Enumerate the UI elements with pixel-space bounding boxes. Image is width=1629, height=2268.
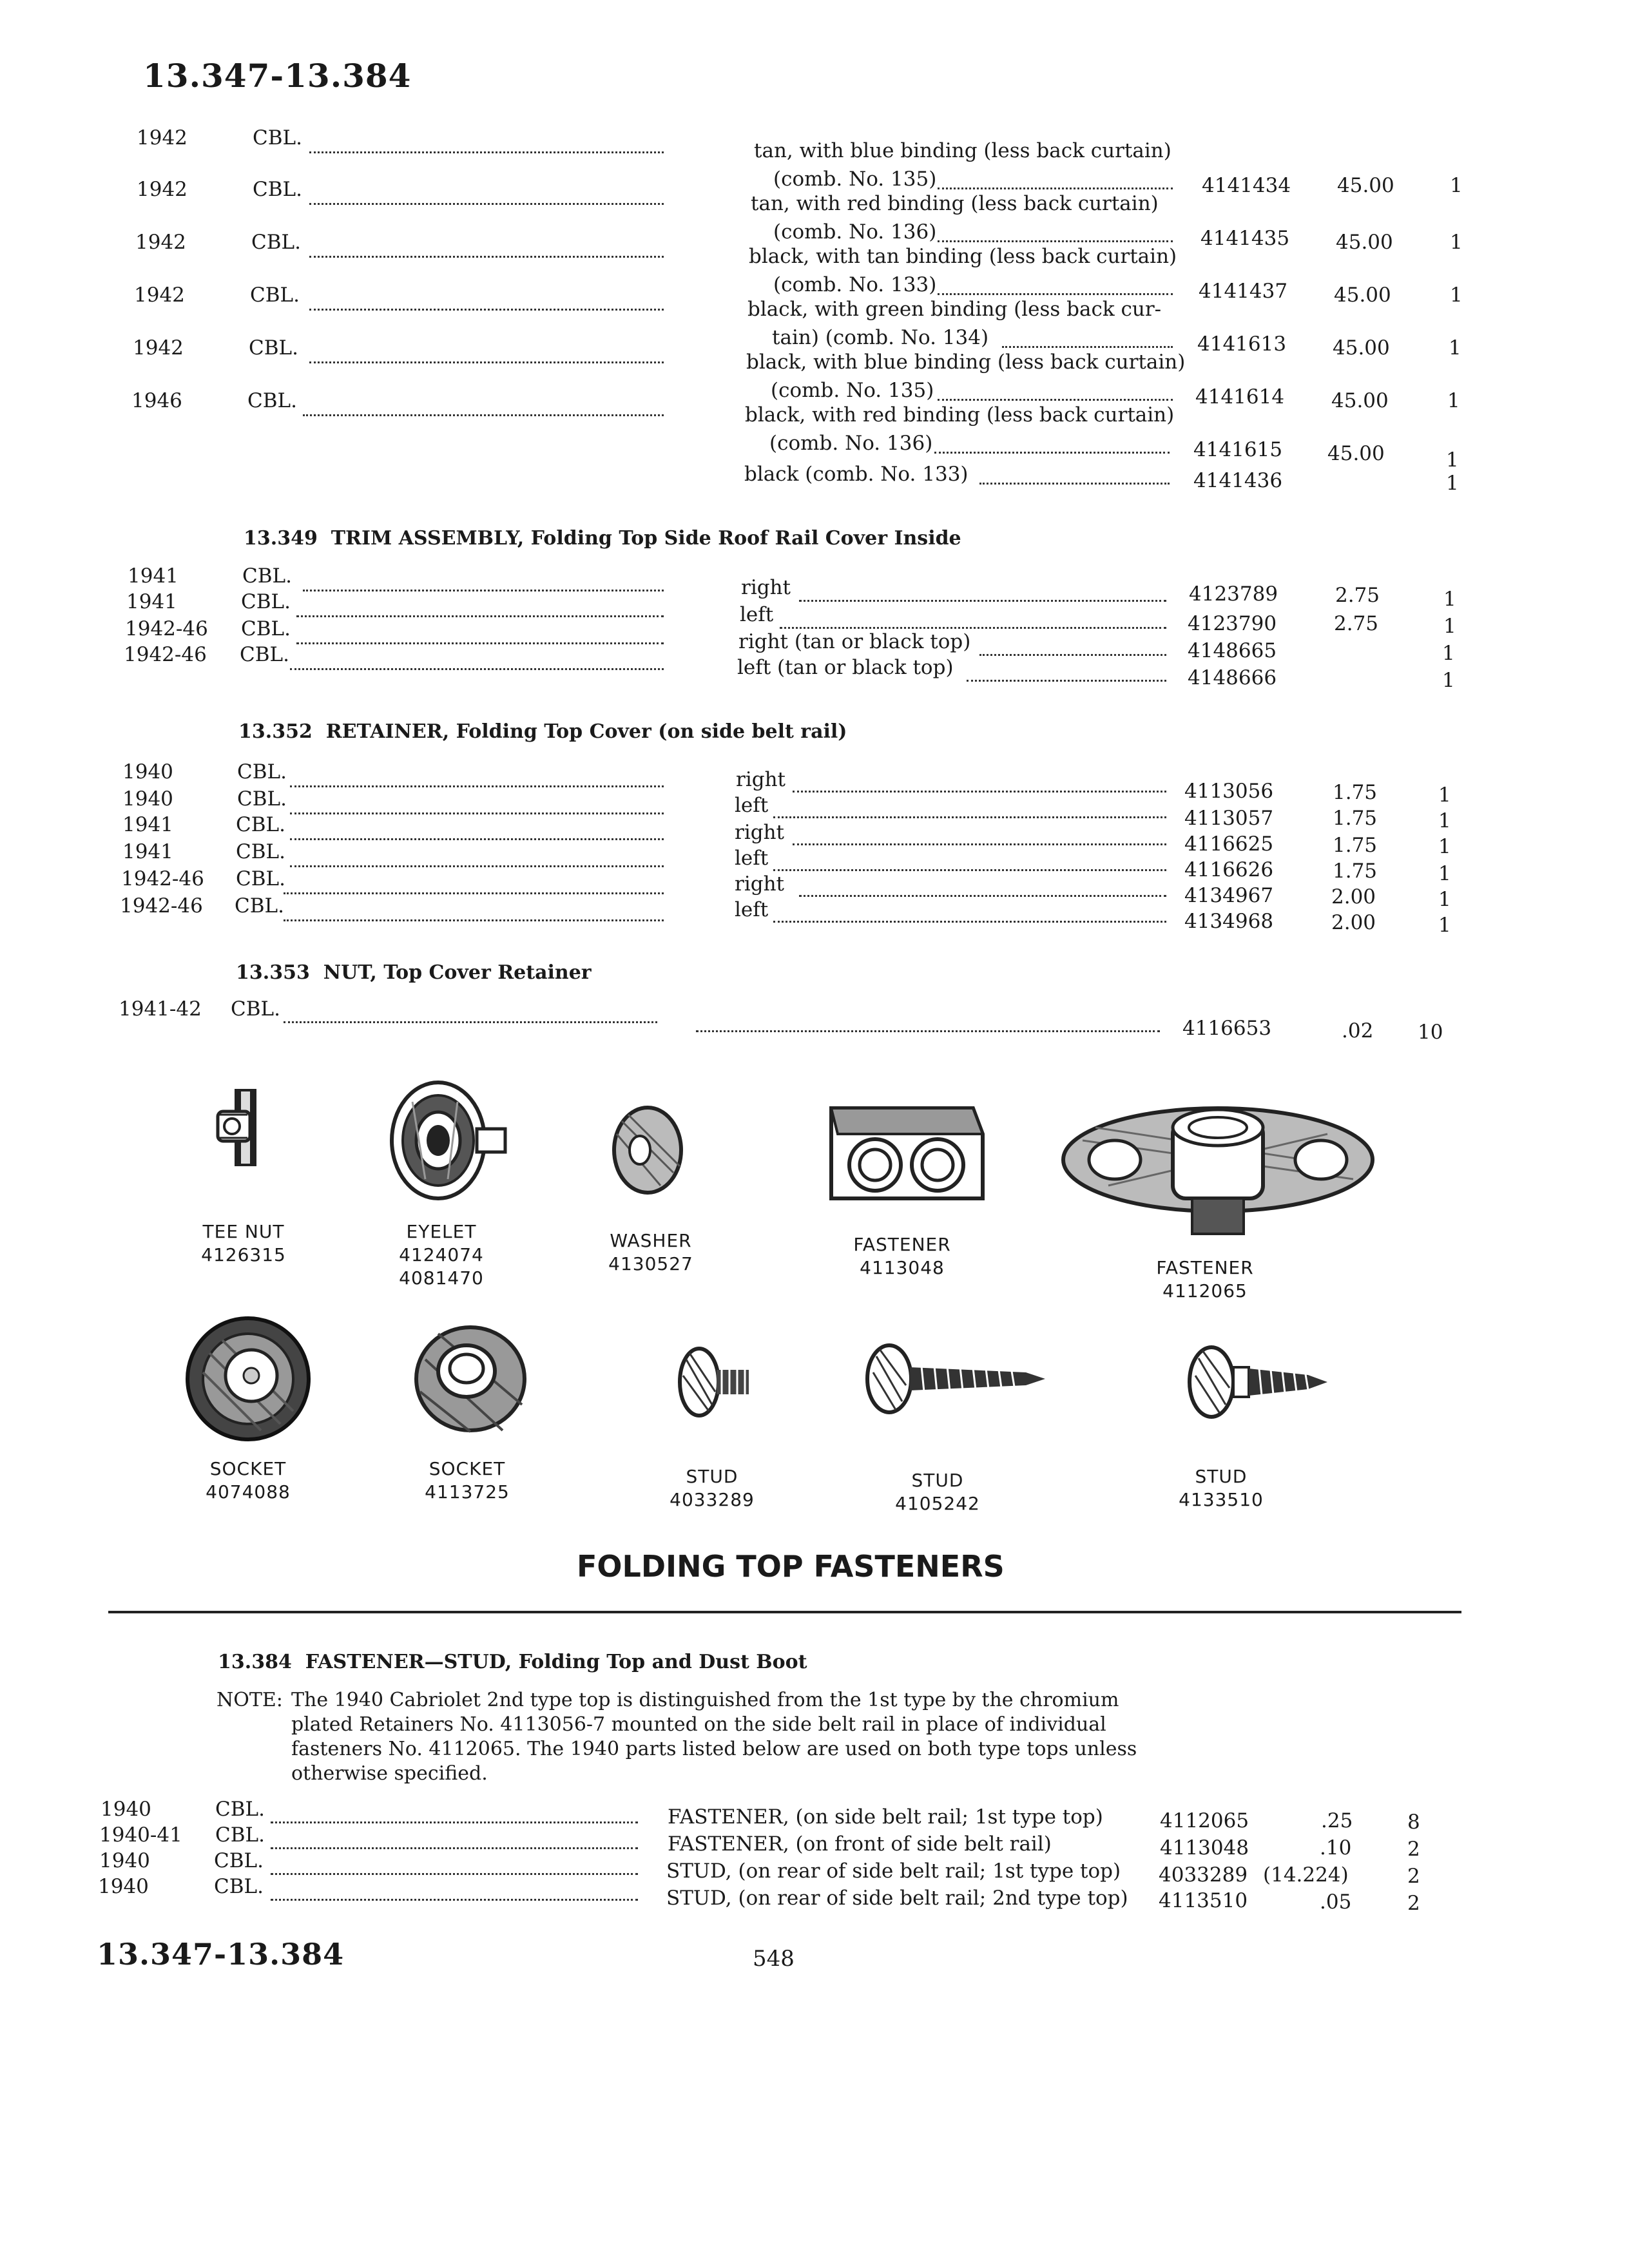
part-number: 4116626 — [1184, 858, 1274, 881]
quantity: 2 — [1407, 1838, 1420, 1861]
price: 2.75 — [1334, 612, 1379, 635]
model: CBL. — [253, 126, 302, 149]
description: STUD, (on rear of side belt rail; 1st type top) — [666, 1860, 1121, 1883]
quantity: 1 — [1450, 174, 1463, 197]
leader-dots — [309, 202, 664, 205]
figure-part-number: 4113048 — [860, 1257, 945, 1278]
table-row — [0, 463, 1629, 501]
table-row — [0, 379, 1629, 428]
model: CBL. — [250, 284, 300, 307]
figure-part-number: 4112065 — [1162, 1280, 1248, 1302]
quantity: 1 — [1446, 472, 1459, 495]
note-line: The 1940 Cabriolet 2nd type top is distinguished from the 1st type by the chromium — [291, 1689, 1119, 1711]
leader-dots — [1002, 345, 1173, 348]
section-number: 13.384 — [218, 1651, 292, 1673]
leader-dots — [309, 151, 664, 153]
stud-illustration-1 — [670, 1340, 767, 1424]
year: 1941 — [122, 813, 173, 836]
section-heading-13-353 — [236, 961, 592, 984]
description: right — [736, 768, 786, 791]
leader-dots — [271, 1898, 638, 1901]
leader-dots — [934, 451, 1170, 454]
model: CBL. — [237, 787, 287, 811]
model: CBL. — [237, 760, 287, 783]
model: CBL. — [231, 997, 280, 1021]
price: .05 — [1320, 1890, 1352, 1914]
stud-illustration-2 — [857, 1340, 1050, 1418]
leader-dots — [309, 255, 664, 258]
figure-name: STUD — [911, 1470, 964, 1491]
leader-dots — [938, 293, 1173, 295]
note-line: fasteners No. 4112065. The 1940 parts listed below are used on both type tops unless — [291, 1738, 1137, 1760]
price: 1.75 — [1333, 860, 1378, 883]
part-number: 4116625 — [1184, 832, 1274, 856]
tee-nut-illustration — [205, 1082, 282, 1173]
section-heading-13-352 — [238, 720, 847, 743]
figure-heading: FOLDING TOP FASTENERS — [577, 1549, 1005, 1584]
section-number: 13.349 — [244, 527, 318, 550]
year: 1941-42 — [119, 997, 202, 1021]
part-number: 4116653 — [1182, 1017, 1272, 1040]
model: CBL. — [215, 1823, 265, 1847]
description-line2: (comb. No. 135) — [771, 379, 934, 402]
description: black (comb. No. 133) — [744, 463, 969, 486]
section-heading-13-384 — [218, 1651, 807, 1673]
model: CBL. — [236, 867, 285, 890]
price: 45.00 — [1331, 389, 1389, 412]
part-number: 4113510 — [1159, 1889, 1248, 1912]
year: 1942-46 — [124, 643, 207, 666]
year: 1940 — [122, 787, 173, 811]
part-number: 4141434 — [1202, 174, 1291, 197]
description-line2: (comb. No. 135) — [773, 168, 937, 191]
year: 1940 — [98, 1875, 149, 1898]
year: 1942 — [133, 336, 184, 360]
description: left — [735, 898, 769, 921]
quantity: 1 — [1438, 888, 1451, 911]
quantity: 1 — [1443, 588, 1456, 611]
leader-dots — [284, 1021, 657, 1023]
section-heading-13-349 — [244, 527, 961, 550]
price: .10 — [1320, 1836, 1352, 1860]
figure-caption-stud-2 — [863, 1469, 1012, 1515]
description: right (tan or black top) — [738, 630, 971, 653]
figure-part-number: 4105242 — [895, 1493, 980, 1514]
figure-caption-socket-2 — [393, 1457, 541, 1504]
price: .02 — [1342, 1019, 1374, 1043]
figure-name: TEE NUT — [202, 1221, 285, 1242]
section-title: NUT, Top Cover Retainer — [323, 961, 592, 984]
figure-name: STUD — [686, 1466, 738, 1487]
stud-illustration-3 — [1179, 1340, 1334, 1424]
part-number: 4113057 — [1184, 807, 1274, 830]
year: 1940 — [99, 1849, 150, 1872]
description-line2: (comb. No. 136) — [773, 220, 937, 244]
year: 1942-46 — [120, 894, 203, 918]
figure-part-number: 4081470 — [399, 1267, 484, 1289]
page-number: 548 — [753, 1946, 795, 1972]
section-title: RETAINER, Folding Top Cover (on side belt rail) — [325, 720, 847, 743]
figure-name: FASTENER — [853, 1234, 951, 1255]
figure-caption-washer — [574, 1229, 728, 1276]
model: CBL. — [249, 336, 298, 360]
leader-dots — [309, 361, 664, 363]
part-number: 4033289 — [1159, 1863, 1248, 1887]
quantity: 1 — [1438, 809, 1451, 832]
leader-dots — [303, 414, 664, 416]
part-number: 4141436 — [1193, 469, 1283, 492]
description-line1: black, with blue binding (less back curtain) — [746, 351, 1186, 374]
figure-name: EYELET — [406, 1221, 477, 1242]
price: 45.00 — [1334, 284, 1391, 307]
model: CBL. — [253, 178, 302, 201]
part-number: 4141435 — [1200, 227, 1290, 250]
table-row — [0, 997, 1629, 1044]
part-number: 4141437 — [1199, 280, 1288, 303]
year: 1942 — [137, 178, 188, 201]
quantity: 1 — [1447, 389, 1460, 412]
note-text — [291, 1688, 1137, 1786]
note-label: NOTE: — [217, 1689, 283, 1711]
price: 2.00 — [1331, 911, 1376, 934]
table-row — [0, 220, 1629, 269]
leader-dots — [979, 482, 1170, 485]
leader-dots — [309, 308, 664, 311]
model: CBL. — [242, 564, 292, 588]
section-title: TRIM ASSEMBLY, Folding Top Side Roof Rail Cover Inside — [331, 527, 961, 550]
socket-illustration-1 — [184, 1314, 313, 1443]
washer-illustration — [609, 1102, 686, 1198]
quantity: 1 — [1438, 835, 1451, 858]
model: CBL. — [251, 231, 301, 254]
description-line1: black, with red binding (less back curtain) — [745, 403, 1175, 427]
description-line1: tan, with red binding (less back curtain) — [751, 192, 1159, 215]
description: right — [735, 821, 785, 844]
quantity: 1 — [1438, 914, 1451, 937]
quantity: 1 — [1442, 642, 1455, 665]
figure-name: SOCKET — [209, 1458, 287, 1479]
price: 2.00 — [1331, 885, 1376, 908]
description-line2: (comb. No. 133) — [773, 273, 937, 296]
model: CBL. — [214, 1849, 264, 1872]
figure-caption-stud-1 — [638, 1465, 786, 1512]
figure-caption-fastener-1 — [825, 1233, 979, 1280]
quantity: 1 — [1450, 231, 1463, 254]
quantity: 1 — [1442, 669, 1455, 692]
table-row — [0, 126, 1629, 165]
fastener-plate-illustration — [818, 1095, 992, 1211]
quantity: 8 — [1407, 1811, 1420, 1834]
description: STUD, (on rear of side belt rail; 2nd type top) — [666, 1887, 1128, 1910]
fastener-oval-base-illustration — [1057, 1095, 1379, 1244]
model: CBL. — [247, 389, 297, 412]
description: left — [740, 603, 774, 626]
price: 1.75 — [1333, 781, 1378, 804]
table-row — [0, 643, 1629, 692]
description-line1: black, with green binding (less back cur- — [747, 298, 1162, 321]
figure-name: SOCKET — [429, 1458, 506, 1479]
description: left — [735, 847, 769, 870]
description-line2: (comb. No. 136) — [769, 432, 933, 455]
part-number: 4123789 — [1189, 582, 1278, 606]
figure-part-number: 4033289 — [670, 1489, 755, 1510]
part-number: 4134967 — [1184, 884, 1274, 907]
quantity: 1 — [1450, 284, 1463, 307]
year: 1942 — [134, 284, 185, 307]
model: CBL. — [235, 894, 284, 918]
description: right — [735, 872, 785, 896]
model: CBL. — [214, 1875, 264, 1898]
page-header: 13.347-13.384 — [143, 57, 412, 95]
table-row — [0, 273, 1629, 322]
figure-caption-eyelet — [361, 1220, 522, 1290]
model: CBL. — [240, 643, 289, 666]
model: CBL. — [236, 813, 285, 836]
figure-name: FASTENER — [1156, 1257, 1254, 1278]
figure-caption-stud-3 — [1147, 1465, 1295, 1512]
price: .25 — [1321, 1809, 1353, 1832]
year: 1942-46 — [121, 867, 204, 890]
year: 1941 — [128, 564, 178, 588]
leader-dots — [938, 187, 1173, 189]
part-number: 4141614 — [1195, 385, 1285, 408]
eyelet-illustration — [387, 1076, 516, 1205]
model: CBL. — [241, 590, 291, 613]
price: 1.75 — [1333, 807, 1378, 830]
leader-dots — [938, 240, 1173, 242]
price: 1.75 — [1333, 834, 1378, 857]
socket-illustration-2 — [412, 1321, 528, 1437]
description: FASTENER, (on front of side belt rail) — [668, 1832, 1052, 1856]
year: 1942 — [137, 126, 188, 149]
leader-dots — [938, 398, 1173, 401]
price: 45.00 — [1336, 231, 1393, 254]
quantity: 10 — [1418, 1021, 1443, 1044]
figure-name: WASHER — [610, 1230, 692, 1251]
quantity: 2 — [1407, 1865, 1420, 1888]
leader-dots — [284, 919, 664, 921]
model: CBL. — [241, 617, 291, 640]
year: 1940-41 — [99, 1823, 182, 1847]
price: 45.00 — [1327, 442, 1385, 465]
quantity: 2 — [1407, 1892, 1420, 1915]
note-line: otherwise specified. — [291, 1762, 488, 1785]
table-row — [0, 326, 1629, 375]
figure-caption-tee-nut — [173, 1220, 314, 1267]
description: left (tan or black top) — [737, 656, 954, 679]
description-line1: tan, with blue binding (less back curtain) — [754, 139, 1171, 162]
description-line1: black, with tan binding (less back curtain) — [749, 245, 1177, 268]
part-number: 4123790 — [1188, 612, 1277, 635]
part-number: 4141615 — [1193, 438, 1283, 461]
model: CBL. — [236, 840, 285, 863]
leader-dots — [290, 668, 664, 670]
table-row — [0, 168, 1629, 216]
quantity: 1 — [1443, 615, 1456, 638]
year: 1941 — [126, 590, 177, 613]
part-number: 4141613 — [1197, 332, 1287, 356]
leader-dots — [773, 920, 1166, 923]
year: 1942 — [135, 231, 186, 254]
quantity: 1 — [1438, 783, 1451, 807]
figure-caption-socket-1 — [174, 1457, 322, 1504]
price: (14.224) — [1263, 1863, 1349, 1887]
part-number: 4134968 — [1184, 910, 1274, 933]
figure-name: STUD — [1195, 1466, 1248, 1487]
price: 45.00 — [1337, 174, 1394, 197]
figure-part-number: 4130527 — [608, 1253, 693, 1274]
description: left — [735, 794, 769, 817]
part-number: 4112065 — [1160, 1809, 1249, 1832]
description: FASTENER, (on side belt rail; 1st type top) — [668, 1805, 1103, 1829]
figure-part-number: 4124074 — [399, 1244, 484, 1265]
leader-dots — [967, 679, 1166, 682]
section-divider — [108, 1611, 1461, 1613]
description-line2: tain) (comb. No. 134) — [772, 326, 989, 349]
part-number: 4113056 — [1184, 780, 1274, 803]
section-number: 13.352 — [238, 720, 313, 743]
part-number: 4148666 — [1188, 666, 1277, 689]
section-title: FASTENER—STUD, Folding Top and Dust Boot — [305, 1651, 807, 1673]
year: 1946 — [131, 389, 182, 412]
year: 1940 — [101, 1798, 151, 1821]
page-footer: 13.347-13.384 — [97, 1937, 345, 1972]
price: 45.00 — [1333, 336, 1390, 360]
quantity: 1 — [1438, 862, 1451, 885]
part-number: 4148665 — [1188, 639, 1277, 662]
section-number: 13.353 — [236, 961, 310, 984]
quantity: 1 — [1449, 336, 1461, 360]
part-number: 4113048 — [1160, 1836, 1249, 1860]
figure-part-number: 4133510 — [1179, 1489, 1264, 1510]
note-line: plated Retainers No. 4113056-7 mounted on the side belt rail in place of individual — [291, 1713, 1106, 1736]
year: 1940 — [122, 760, 173, 783]
quantity: 1 — [1446, 448, 1459, 472]
table-row — [0, 894, 1629, 937]
year: 1941 — [122, 840, 173, 863]
table-row — [0, 1875, 1629, 1914]
figure-part-number: 4074088 — [206, 1481, 291, 1503]
model: CBL. — [215, 1798, 265, 1821]
year: 1942-46 — [125, 617, 208, 640]
price: 2.75 — [1335, 584, 1380, 607]
leader-dots — [696, 1030, 1160, 1032]
figure-part-number: 4126315 — [201, 1244, 286, 1265]
figure-part-number: 4113725 — [425, 1481, 510, 1503]
description: right — [741, 576, 791, 599]
figure-caption-fastener-2 — [1128, 1256, 1282, 1303]
